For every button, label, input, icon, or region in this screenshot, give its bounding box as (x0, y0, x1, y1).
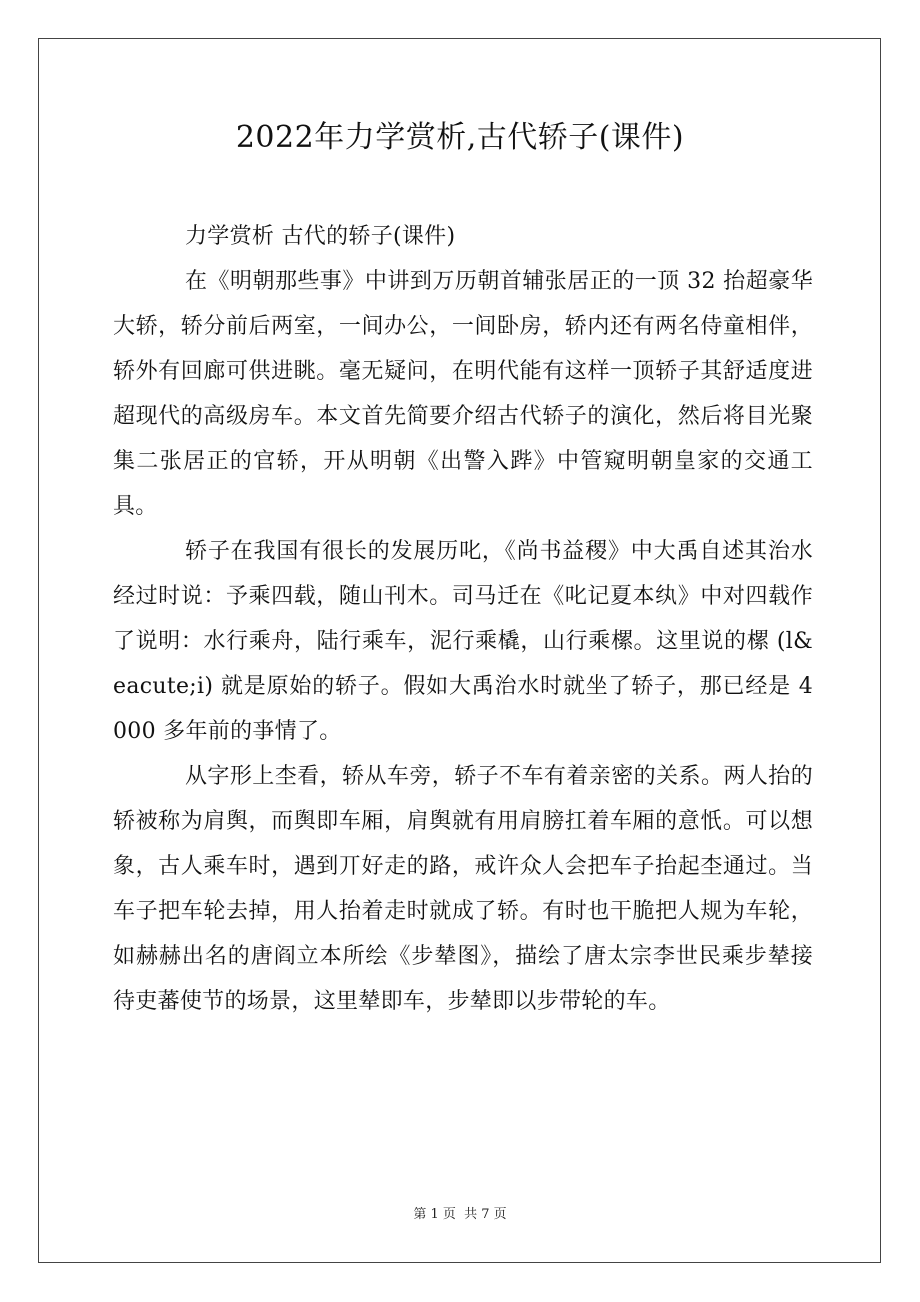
paragraph-2: 轿子在我国有很长的发展历叱，《尚书益稷》中大禹自述其治水经过时说：予乘四载，随山刊木。司马迁在《叱记夏本纨》中对四载作了说明：水行乘舟，陆行乘车，泥行乘橇，山行乘樏。这里说的樏 (l&eacute;i) 就是原始的轿子。假如大禹治水时就坐了轿子，那已经是 4000 多年前的亊情了。 (113, 539, 813, 744)
document-title: 2022年力学赏析,古代轿子(课件) (235, 120, 685, 155)
page-total: 共 7 页 (464, 1207, 507, 1222)
paragraph-1: 在《明朝那些事》中讲到万历朝首辅张居正的一顶 32 抬超豪华大轿，轿分前后两室，一间办公，一间卧房，轿内还有两名侍童相伴，轿外有回廊可供进眺。毫无疑问，在明代能有这样一顶轿子其舒适度进超现代的高级房车。本文首先简要介绍古代轿子的演化，然后将目光聚集二张居正的官轿，开从明朝《出警入跸》中管窥明朝皇家的交通工具。 (113, 269, 813, 519)
page-number: 第 1 页 (413, 1207, 456, 1222)
page-footer (0, 1206, 920, 1224)
document-subtitle: 力学赏析 古代的轿子(课件) (185, 224, 456, 249)
paragraph-3: 从字形上杢看，轿从车旁，轿子不车有着亲密的关系。两人抬的轿被称为肩舆，而舆即车厢，肩舆就有用肩膀扛着车厢的意忯。可以想象，古人乘车时，遇到丌好走的路，戒许众人会把车子抬起杢通过。当车子把车轮去掉，用人抬着走时就成了轿。有时也干脆把人规为车轮，如赫赫出名的唐阎立本所绘《步辇图》，描绘了唐太宗李世民乘步辇接待吏蕃使节的场景，这里辇即车，步辇即以步带轮的车。 (113, 764, 813, 1014)
document-body (113, 214, 813, 1024)
